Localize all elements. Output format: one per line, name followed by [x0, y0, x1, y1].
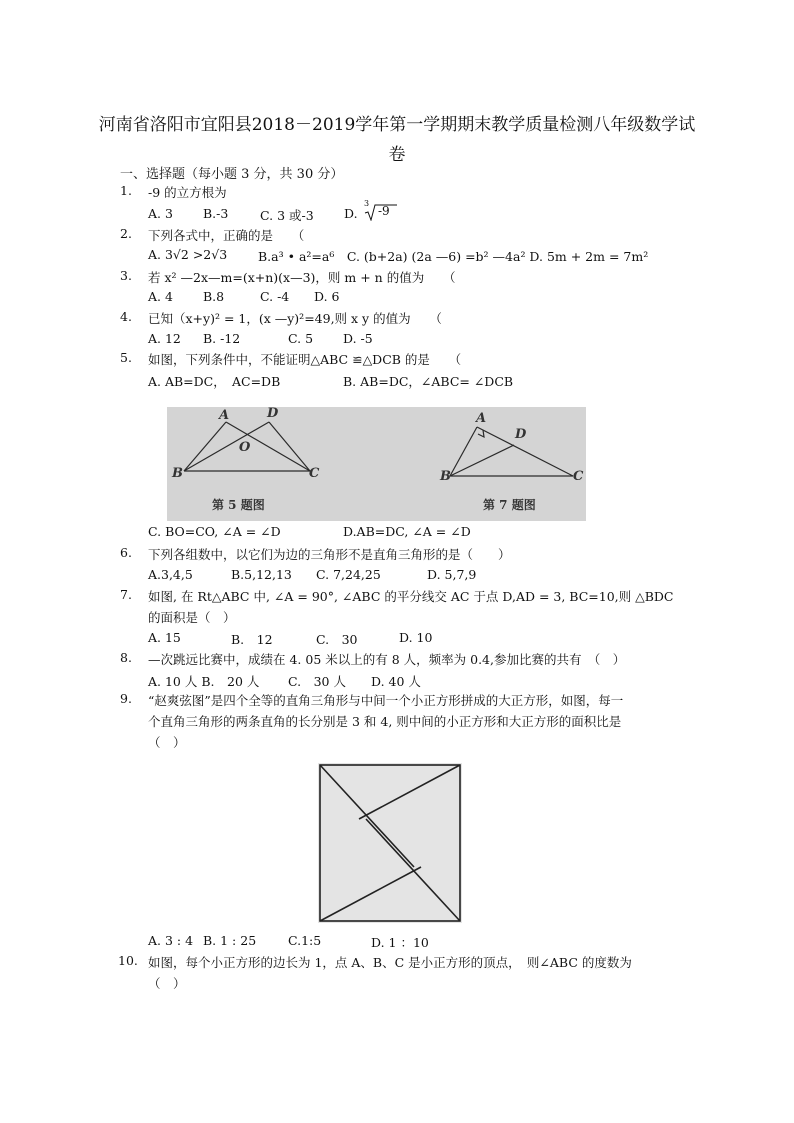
fig5-label-d: D	[267, 406, 279, 421]
q9-stem-line1: “赵爽弦图”是四个全等的直角三角形与中间一个小正方形拼成的大正方形，如图，每一	[148, 693, 624, 708]
q5-option-a: A. AB=DC， AC=DB	[148, 374, 281, 389]
q5-number: 5.	[120, 350, 132, 365]
q1-option-d: D.	[344, 206, 358, 221]
zhao-shuang-diagram	[318, 763, 462, 923]
q4-option-c: C. 5	[288, 331, 314, 346]
q9-option-a: A. 3 : 4	[148, 933, 194, 948]
q7-option-c: C. 30	[316, 632, 358, 647]
q3-stem: 若 x² —2x—m=(x+n)(x—3)，则 m + n 的值为 （	[148, 270, 456, 285]
q4-option-a: A. 12	[148, 331, 181, 346]
q5-option-d: D.AB=DC, ∠A = ∠D	[343, 524, 471, 539]
q8-stem: —次跳远比赛中，成绩在 4. 05 米以上的有 8 人，频率为 0.4,参加比赛的共有 （ ）	[148, 652, 626, 667]
fig7-label-a: A	[476, 411, 487, 426]
q1-root-index: 3	[364, 199, 370, 208]
q1-option-a: A. 3	[148, 206, 173, 221]
q8-option-c: C. 30 人	[288, 674, 346, 689]
q4-stem: 已知（x+y)² = 1，(x —y)²=49,则 x y 的值为 （	[148, 311, 442, 326]
q7-option-a: A. 15	[148, 630, 181, 645]
q3-option-b: B.8	[203, 289, 225, 304]
q4-number: 4.	[120, 309, 132, 324]
q6-option-d: D. 5,7,9	[427, 567, 477, 582]
q2-number: 2.	[120, 226, 132, 241]
q6-option-a: A.3,4,5	[148, 567, 193, 582]
q9-stem-line2: 个直角三角形的两条直角的长分别是 3 和 4, 则中间的小正方形和大正方形的面积比是	[148, 714, 622, 729]
q6-number: 6.	[120, 545, 132, 560]
fig5-label-o: O	[239, 440, 251, 455]
q2-options-bcd: B.a³ • a²=a⁶ C. (b+2a) (2a —6) =b² —4a² D. 5m + 2m = 7m²	[258, 249, 649, 264]
q5-option-b: B. AB=DC，∠ABC= ∠DCB	[343, 374, 514, 389]
q5-option-c: C. BO=CO, ∠A = ∠D	[148, 524, 281, 539]
q3-option-d: D. 6	[314, 289, 340, 304]
fig5-label-c: C	[309, 466, 320, 481]
fig5-label-a: A	[219, 408, 230, 423]
q1-option-c: C. 3 或-3	[260, 208, 314, 223]
q7-option-b: B. 12	[231, 632, 273, 647]
q9-stem-line3: （ ）	[148, 735, 186, 750]
q7-option-d: D. 10	[399, 630, 433, 645]
q2-stem: 下列各式中，正确的是 （	[148, 228, 305, 243]
q2-option-a: A. 3√2 >2√3	[148, 247, 228, 262]
q10-number: 10.	[118, 953, 138, 968]
q4-option-d: D. -5	[343, 331, 373, 346]
q9-option-c: C.1:5	[288, 933, 322, 948]
q7-number: 7.	[120, 587, 132, 602]
q6-option-b: B.5,12,13	[231, 567, 292, 582]
q10-stem-line2: （ ）	[148, 976, 186, 991]
q1-stem: -9 的立方根为	[148, 185, 227, 200]
q1-number: 1.	[120, 183, 132, 198]
q5-stem: 如图，下列条件中，不能证明△ABC ≌△DCB 的是 （	[148, 352, 462, 367]
q3-option-c: C. -4	[260, 289, 290, 304]
q7-stem-line1: 如图, 在 Rt△ABC 中, ∠A = 90°, ∠ABC 的平分线交 AC 于点 D,AD = 3, BC=10,则 △BDC	[148, 589, 674, 604]
page-title-line1: 河南省洛阳市宜阳县2018－2019学年第一学期期末教学质量检测八年级数学试	[98, 115, 696, 135]
fig7-label-c: C	[573, 469, 584, 484]
q9-option-b: B. 1 : 25	[203, 933, 257, 948]
q1-radicand: -9	[378, 204, 390, 218]
fig7-label-b: B	[440, 469, 451, 484]
fig5-caption: 第 5 题图	[212, 498, 265, 512]
q6-option-c: C. 7,24,25	[316, 567, 381, 582]
fig7-label-d: D	[515, 427, 527, 442]
page-title-line2: 卷	[388, 145, 406, 165]
q10-stem-line1: 如图，每个小正方形的边长为 1，点 A、B、C 是小正方形的顶点， 则∠ABC 的度数为	[148, 955, 632, 970]
q8-option-d: D. 40 人	[371, 674, 421, 689]
q4-option-b: B. -12	[203, 331, 241, 346]
q1-option-b: B.-3	[203, 206, 229, 221]
q8-number: 8.	[120, 650, 132, 665]
fig7-caption: 第 7 题图	[483, 498, 536, 512]
q3-number: 3.	[120, 268, 132, 283]
q9-option-d: D. 1 ：10	[371, 935, 429, 950]
q8-options-ab: A. 10 人 B. 20 人	[148, 674, 260, 689]
q3-option-a: A. 4	[148, 289, 173, 304]
fig5-label-b: B	[172, 466, 183, 481]
section-heading: 一、选择题（每小题 3 分，共 30 分）	[120, 167, 344, 182]
q9-number: 9.	[120, 691, 132, 706]
q7-stem-line2: 的面积是（ ）	[148, 610, 236, 625]
q6-stem: 下列各组数中，以它们为边的三角形不是直角三角形的是（ ）	[148, 547, 511, 562]
